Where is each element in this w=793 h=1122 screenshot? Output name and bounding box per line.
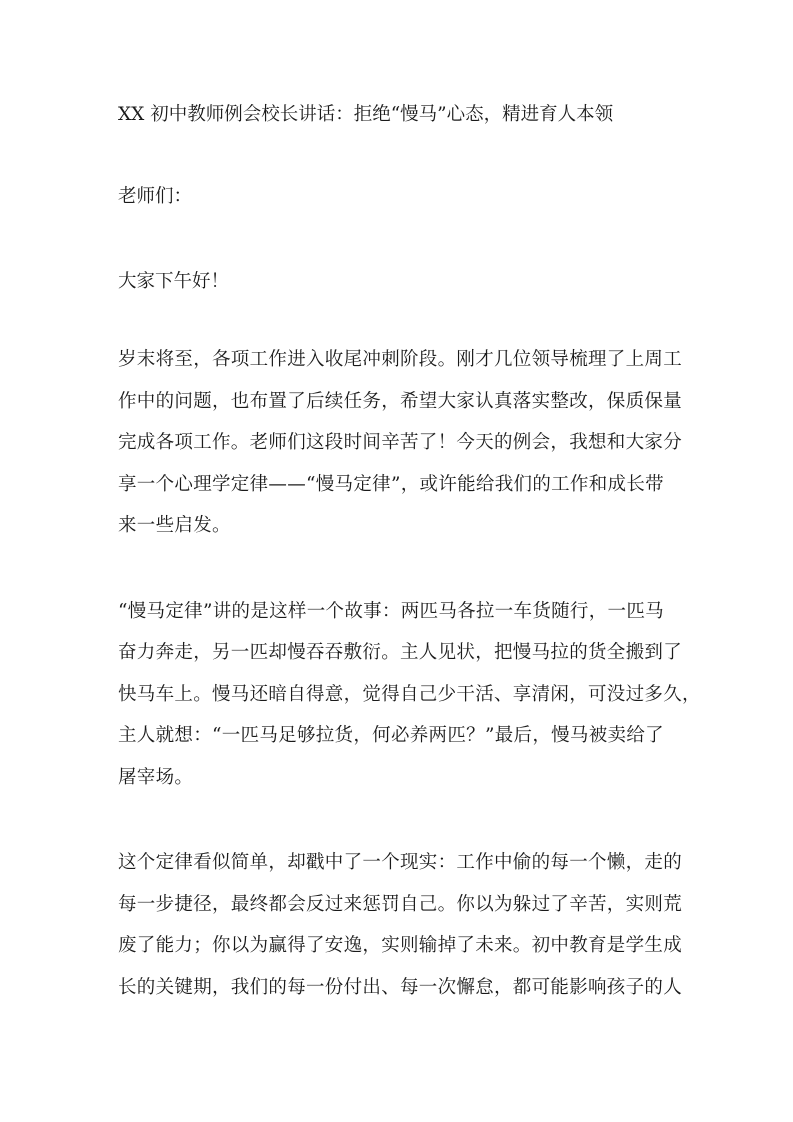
paragraph-line: 长的关键期，我们的每一份付出、每一次懈怠，都可能影响孩子的人 [118,976,683,998]
document-title: XX 初中教师例会校长讲话：拒绝“慢马”心态，精进育人本领 [118,104,614,125]
document-page [118,100,701,1008]
salutation: 老师们： [118,186,193,207]
paragraph-line: 废了能力；你以为赢得了安逸，实则输掉了未来。初中教育是学生成 [118,935,683,956]
paragraph-slow-horse-story [118,591,701,799]
paragraph-line: 岁末将至，各项工作进入收尾冲刺阶段。刚才几位领导梳理了上周工 [118,349,683,370]
paragraph-line: 完成各项工作。老师们这段时间辛苦了！今天的例会，我想和大家分 [118,432,683,453]
paragraph-reflection [118,842,683,1008]
paragraph-line: 屠宰场。 [118,766,194,788]
paragraph-line: 奋力奔走，另一匹却慢吞吞敷衍。主人见状，把慢马拉的货全搬到了 [118,642,683,663]
paragraph-line: 来一些启发。 [118,515,231,536]
paragraph-line: 作中的问题，也布置了后续任务，希望大家认真落实整改，保质保量 [118,390,683,412]
paragraph-intro [118,339,683,547]
paragraph-line: 享一个心理学定律——“慢马定律”，或许能给我们的工作和成长带 [118,473,664,495]
paragraph-line: 这个定律看似简单，却戳中了一个现实：工作中偷的每一个懒，走的 [118,852,683,873]
paragraph-line: “慢马定律”讲的是这样一个故事：两匹马各拉一车货随行，一匹马 [118,600,664,622]
greeting: 大家下午好！ [118,271,230,292]
paragraph-line: 主人就想：“一匹马足够拉货，何必养两匹？”最后，慢马被卖给了 [118,725,664,746]
paragraph-line: 每一步捷径，最终都会反过来惩罚自己。你以为躲过了辛苦，实则荒 [118,893,683,915]
paragraph-line: 快马车上。慢马还暗自得意，觉得自己少干活、享清闲，可没过多久， [118,683,701,705]
